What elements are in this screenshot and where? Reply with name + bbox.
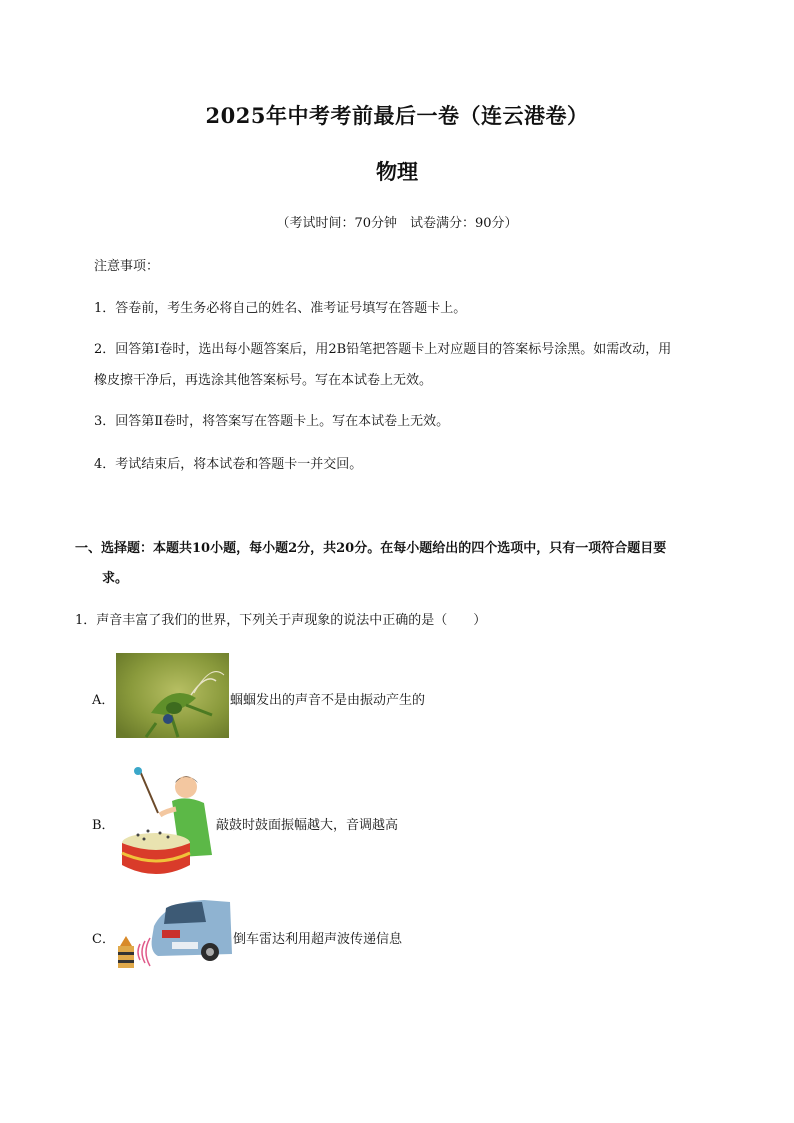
exam-title: 2025年中考考前最后一卷（连云港卷）	[205, 103, 589, 128]
option-c-text: 倒车雷达利用超声波传递信息	[233, 932, 403, 947]
note-item-4: 4．考试结束后，将本试卷和答题卡一并交回。	[94, 457, 363, 472]
option-b-text: 敲鼓时鼓面振幅越大，音调越高	[216, 818, 399, 833]
note-item-2-line-1: 2．回答第Ⅰ卷时，选出每小题答案后，用2B铅笔把答题卡上对应题目的答案标号涂黑。如需改动，用	[94, 342, 672, 357]
option-b-label: B．	[92, 818, 115, 833]
option-a-label: A．	[92, 693, 115, 708]
grasshopper-image	[116, 653, 229, 738]
boy-drum-image	[118, 765, 214, 880]
option-c-label: C．	[92, 932, 115, 947]
section-heading-line-1: 一、选择题：本题共10小题，每小题2分，共20分。在每小题给出的四个选项中，只有一项符合题目要	[75, 541, 667, 556]
note-item-3: 3．回答第Ⅱ卷时，将答案写在答题卡上。写在本试卷上无效。	[94, 414, 450, 429]
exam-info: （考试时间：70分钟 试卷满分：90分）	[276, 216, 518, 231]
question-1-stem: 1．声音丰富了我们的世界，下列关于声现象的说法中正确的是（ ）	[75, 613, 487, 628]
note-item-2-line-2: 橡皮擦干净后，再选涂其他答案标号。写在本试卷上无效。	[94, 373, 433, 388]
note-item-1: 1．答卷前，考生务必将自己的姓名、准考证号填写在答题卡上。	[94, 301, 467, 316]
section-heading-line-2: 求。	[102, 571, 129, 586]
car-radar-image	[114, 896, 233, 972]
subject-title: 物理	[376, 159, 418, 184]
option-a-text: 蝈蝈发出的声音不是由振动产生的	[230, 693, 426, 708]
notes-heading: 注意事项：	[94, 259, 160, 274]
